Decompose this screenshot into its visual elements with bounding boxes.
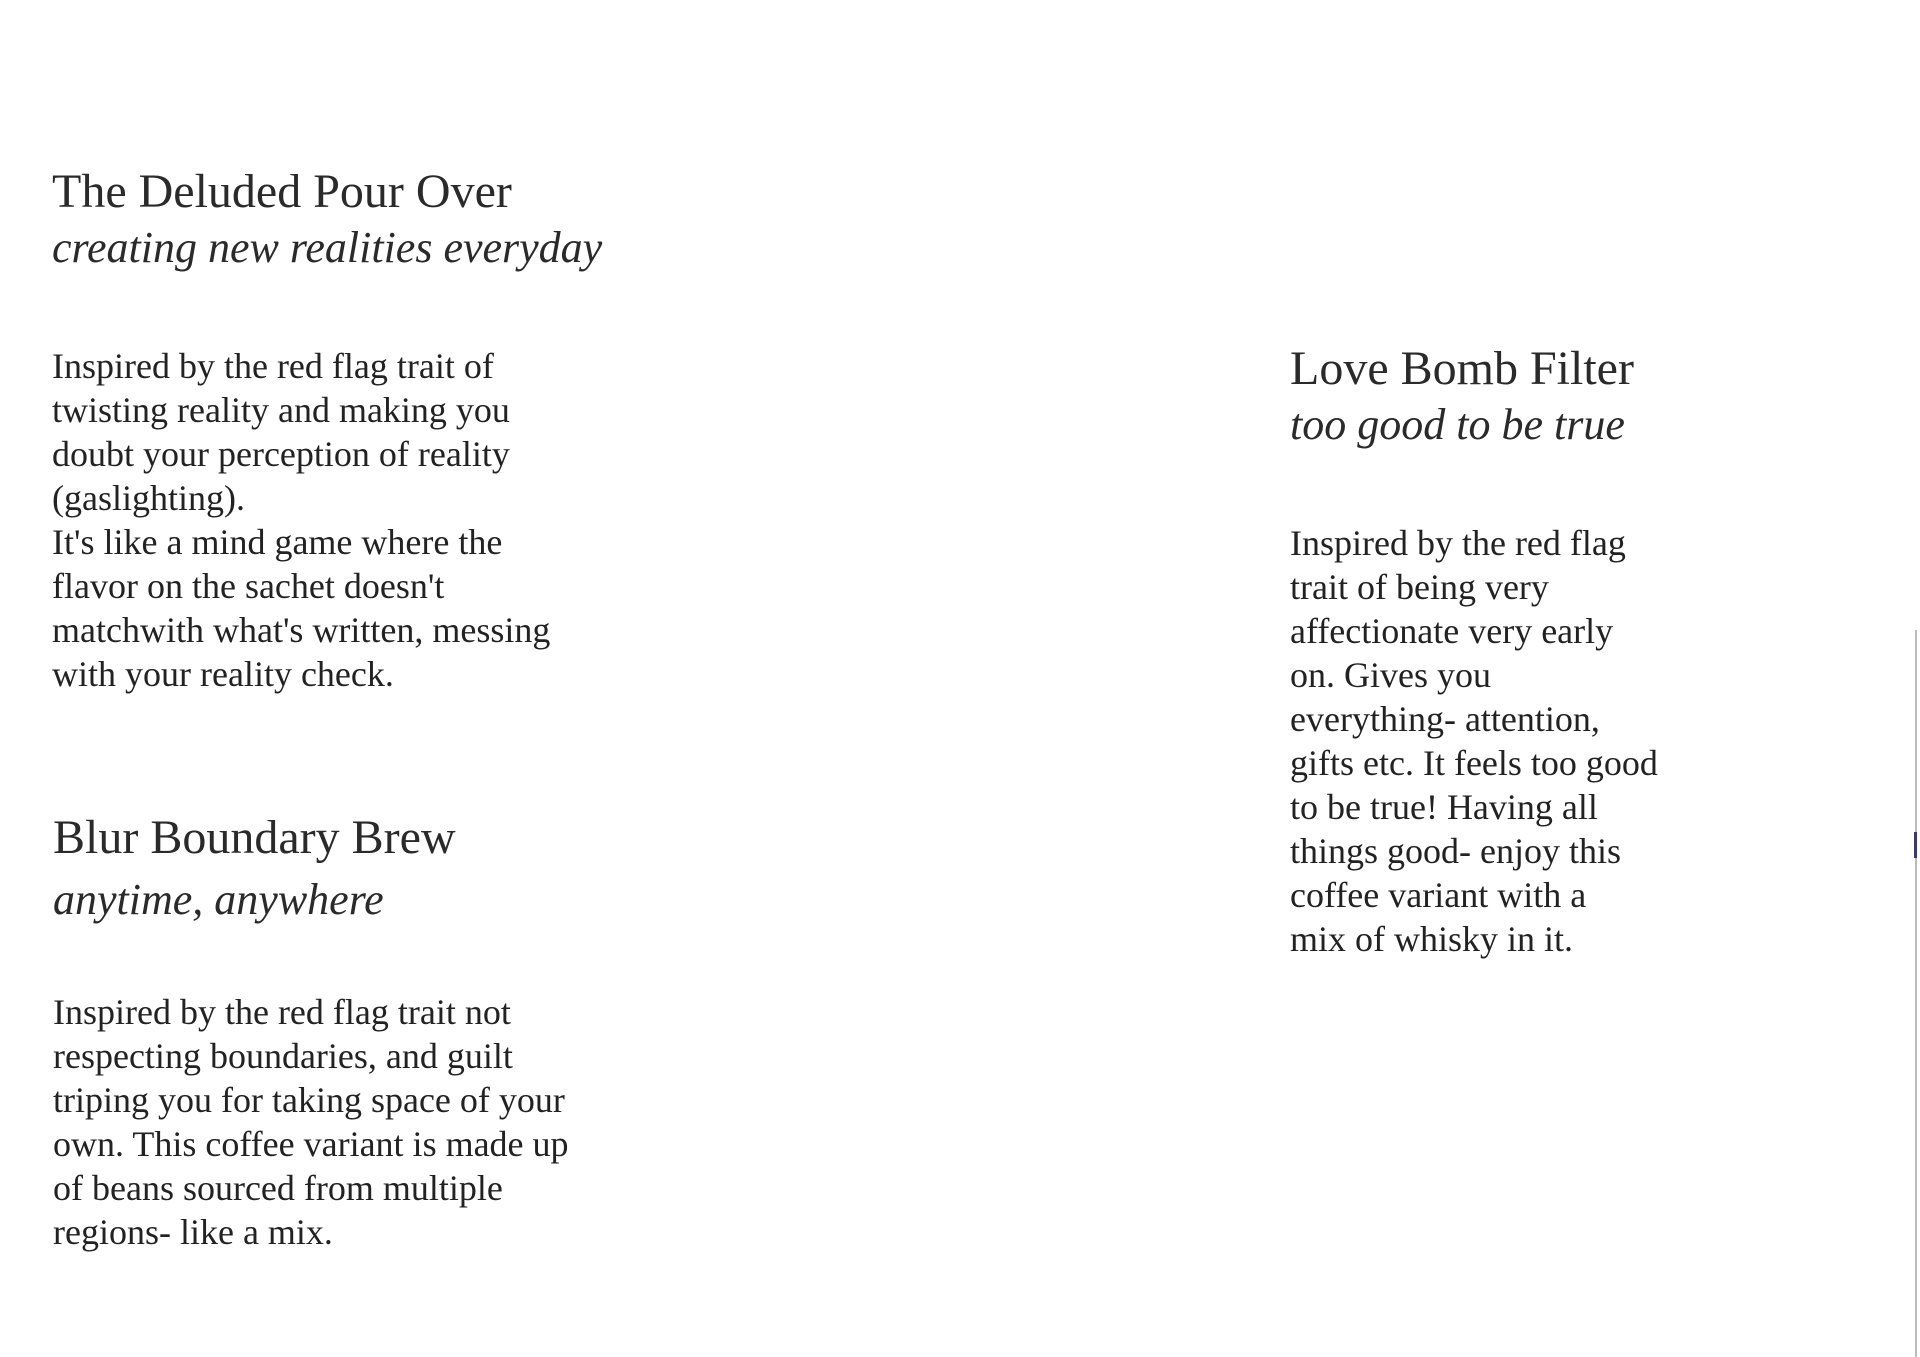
description-line: regions- like a mix.	[53, 1212, 333, 1252]
description-line: with your reality check.	[52, 654, 394, 694]
description-line: on. Gives you	[1290, 655, 1491, 695]
description-line: things good- enjoy this	[1290, 831, 1621, 871]
product-title: Love Bomb Filter	[1290, 342, 1634, 395]
description-line: everything- attention,	[1290, 699, 1600, 739]
description-line: (gaslighting).	[52, 478, 245, 518]
product-description	[1290, 521, 1658, 961]
description-line: gifts etc. It feels too good	[1290, 743, 1658, 783]
description-line: twisting reality and making you	[52, 390, 510, 430]
product-title: Blur Boundary Brew	[53, 811, 456, 864]
product-tagline: too good to be true	[1290, 400, 1625, 449]
description-line: It's like a mind game where the	[52, 522, 503, 562]
product-title: The Deluded Pour Over	[52, 165, 512, 218]
description-line: mix of whisky in it.	[1290, 919, 1574, 959]
description-line: matchwith what's written, messing	[52, 610, 551, 650]
description-line: of beans sourced from multiple	[53, 1168, 503, 1208]
description-line: flavor on the sachet doesn't	[52, 566, 445, 606]
page-edge-mark	[1914, 832, 1917, 858]
description-line: coffee variant with a	[1290, 875, 1587, 915]
description-line: doubt your perception of reality	[52, 434, 510, 474]
product-love-bomb-filter	[1290, 341, 1658, 961]
product-tagline: anytime, anywhere	[53, 875, 384, 924]
product-deluded-pour-over	[52, 164, 602, 696]
product-description	[53, 990, 569, 1254]
description-line: own. This coffee variant is made up	[53, 1124, 569, 1164]
product-tagline: creating new realities everyday	[52, 223, 603, 272]
description-line: to be true! Having all	[1290, 787, 1598, 827]
product-blur-boundary-brew	[53, 810, 569, 1254]
description-line: Inspired by the red flag	[1290, 523, 1626, 563]
description-line: triping you for taking space of your	[53, 1080, 565, 1120]
description-line: affectionate very early	[1290, 611, 1614, 651]
description-line: Inspired by the red flag trait of	[52, 346, 494, 386]
product-description	[52, 344, 602, 696]
page-edge-divider	[1915, 630, 1917, 1357]
description-line: respecting boundaries, and guilt	[53, 1036, 513, 1076]
description-line: Inspired by the red flag trait not	[53, 992, 511, 1032]
description-line: trait of being very	[1290, 567, 1549, 607]
